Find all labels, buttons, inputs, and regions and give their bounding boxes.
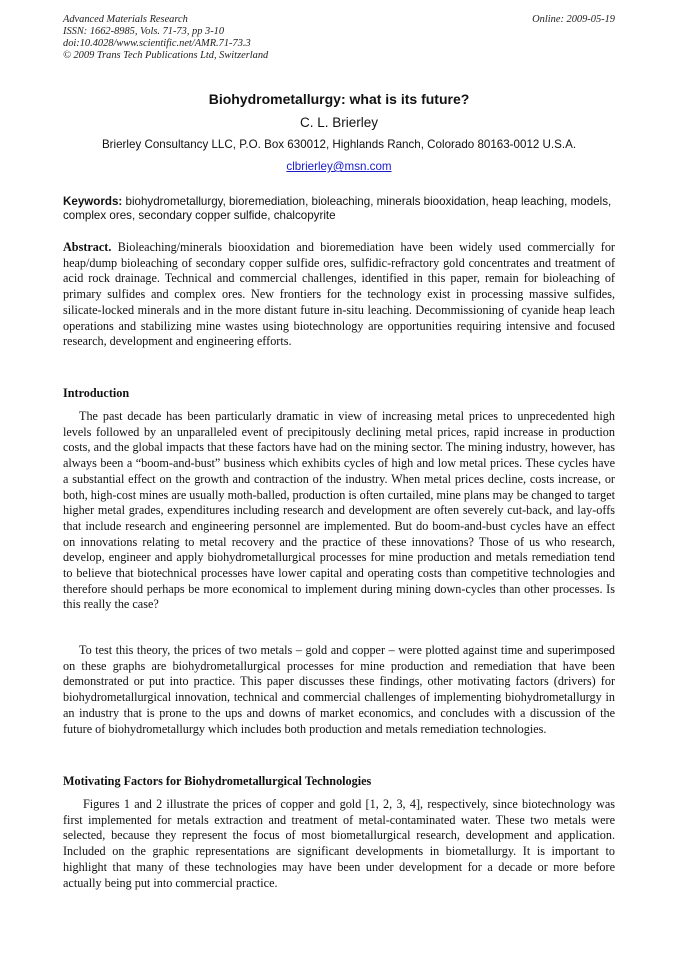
motivating-factors-heading: Motivating Factors for Biohydrometallurgical Technologies (63, 774, 372, 788)
journal-name: Advanced Materials Research (63, 14, 188, 25)
introduction-paragraph-2: To test this theory, the prices of two metals – gold and copper – were plotted against time and superimposed on these graphs are biohydrometallurgical processes for mine production and remediation that have been demonstrated or put into practice. This paper discusses these findings, other motivating factors (drivers) for biohydrometallurgical innovation, technical and commercial challenges of implementing biohydrometallurgy in an industry that is prone to the ups and downs of market economics, and concludes with a discussion of the future of biohydrometallurgy which includes both production and metals remediation technologies. (63, 643, 615, 736)
copyright-line: © 2009 Trans Tech Publications Ltd, Switzerland (63, 50, 269, 61)
journal-header (63, 14, 615, 62)
introduction-heading: Introduction (63, 386, 130, 400)
author-email (0, 160, 678, 173)
author-name: C. L. Brierley (299, 115, 379, 130)
keywords-text: biohydrometallurgy, bioremediation, bioleaching, minerals biooxidation, heap leaching, models, complex ores, secondary copper sulfide, chalcopyrite (63, 195, 612, 222)
doi-line: doi:10.4028/www.scientific.net/AMR.71-73.3 (63, 38, 251, 49)
keywords (63, 195, 615, 223)
online-date: Online: 2009-05-19 (532, 14, 615, 25)
author-affiliation: Brierley Consultancy LLC, P.O. Box 630012, Highlands Ranch, Colorado 80163-0012 U.S.A. (101, 138, 577, 151)
paper-title: Biohydrometallurgy: what is its future? (208, 91, 470, 107)
motivating-factors-paragraph-1: Figures 1 and 2 illustrate the prices of copper and gold [1, 2, 3, 4], respectively, since biotechnology was first implemented for metals extraction and treatment of metal-contaminated water. These two metals were selected, because they represent the focus of most biometallurgical research, development and application. Included on the graphic representations are significant developments in biometallurgy. It is important to highlight that many of these technologies may have been under development for a decade or more before actually being put into commercial practice. (63, 797, 615, 890)
keywords-label: Keywords: (63, 195, 123, 208)
introduction-paragraph-1: The past decade has been particularly dramatic in view of increasing metal prices to unprecedented high levels followed by an unparalleled event of precipitously declining metal prices, rapid increase in production costs, and the global impacts that these factors have had on the mining sector. The mining industry, however, has always been a “boom-and-bust” business which exhibits cycles of high and low metal prices. These cycles have a substantial effect on the growth and contraction of the industry. When metal prices decline, costs increase, or both, high-cost mines are usually moth-balled, production is often curtailed, mine plans may be changed to target higher metal grades, expenditures including research and development are often severely cut-back, and lay-offs that include research and engineering personnel are implemented. But do boom-and-bust cycles have an effect on innovations relating to metal recovery and the practice of these innovations? Those of us who research, develop, engineer and apply biohydrometallurgical processes for mine production and metals remediation tend to believe that biotechnical processes have lower capital and operating costs than competitive technologies and therefore should perhaps be more economical to implement during mining down-cycles than other processes. Is this really the case? (63, 409, 615, 612)
issn-line: ISSN: 1662-8985, Vols. 71-73, pp 3-10 (63, 26, 225, 37)
abstract (63, 240, 615, 350)
abstract-text: Bioleaching/minerals biooxidation and bioremediation have been widely used commercially for heap/dump bioleaching of secondary copper sulfide ores, sulfidic-refractory gold concentrates and treatment of acid rock drainage. Technical and commercial challenges, identified in this paper, remain for bioleaching of primary sulfides and complex ores. New frontiers for the technology exist in processing massive sulfides, silicate-locked minerals and in the more distant future in-situ leaching. Decommissioning of cyanide heap leach operations and stabilizing mine wastes using biotechnology are opportunities requiring intensive and focused research, development and engineering efforts. (63, 240, 615, 349)
abstract-label: Abstract. (63, 240, 112, 254)
email-link[interactable]: clbrierley@msn.com (286, 160, 392, 173)
